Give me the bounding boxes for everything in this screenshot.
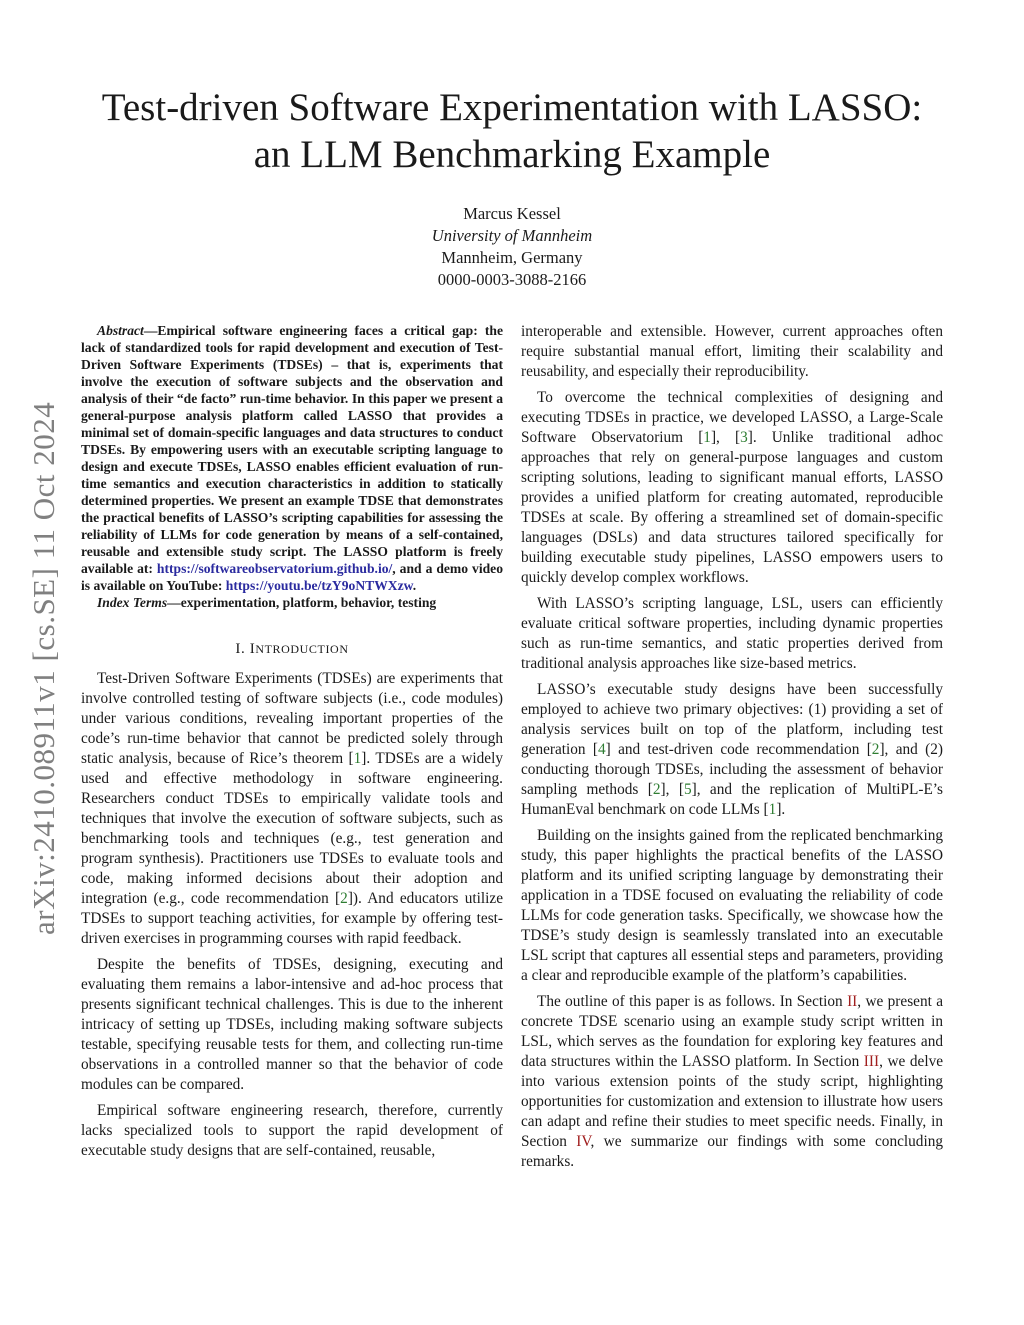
author-block [0, 203, 1024, 291]
citation-link[interactable]: 4 [598, 741, 606, 758]
abstract-text-mid: , and a demo video is available on YouTube: [81, 561, 503, 593]
section-ref-link[interactable]: IV [576, 1133, 591, 1150]
author-affiliation: University of Mannheim [431, 226, 593, 245]
section-heading-initial: I [249, 641, 256, 657]
section-ref-link[interactable]: II [847, 993, 858, 1010]
citation-link[interactable]: 1 [353, 750, 362, 767]
left-column [81, 322, 503, 1161]
citation-link[interactable]: 2 [871, 741, 880, 758]
paragraph-text: ], and the replication of MultiPL-E’s HumanEval benchmark on code LLMs [ [521, 781, 943, 818]
author-location: Mannheim, Germany [441, 248, 583, 267]
citation-link[interactable]: 1 [768, 801, 777, 818]
youtube-link[interactable]: https://youtu.be/tzY9oNTWXzw [225, 578, 413, 593]
paragraph-text: ]. [776, 801, 786, 818]
paragraph-text: ], [ [660, 781, 684, 798]
intro-paragraph-4 [521, 388, 943, 588]
platform-link[interactable]: https://softwareobservatorium.github.io/ [156, 561, 393, 576]
intro-paragraph-8 [521, 992, 943, 1172]
author-orcid: 0000-0003-3088-2166 [437, 270, 587, 289]
section-heading-introduction [81, 639, 503, 659]
paragraph-text: ], and (2) conducting thorough TDSEs, including the assessment of behavior sampling methods [ [521, 741, 943, 798]
intro-paragraph-1 [81, 669, 503, 949]
paragraph-text: To overcome the technical complexities of designing and executing TDSEs in practice, we developed LASSO, a Large-Scale Software Observatorium [ [521, 389, 943, 446]
paragraph-text: , we delve into various extension points of the study script, highlighting opportunities for customization and extension to illustrate how users can adapt and refine their studies to meet specific needs. Finally, in Section [521, 1053, 944, 1150]
index-terms-text: —experimentation, platform, behavior, testing [167, 595, 437, 610]
paragraph-text: ]). And educators utilize TDSEs to support teaching activities, for example by offering test-driven exercises in programming courses with rapid feedback. [81, 890, 503, 947]
index-terms-label: Index Terms [97, 595, 168, 610]
intro-paragraph-2: Despite the benefits of TDSEs, designing, executing and evaluating them remains a labor-intensive and ad-hoc process that presents significant technical challenges. This is due to the inherent intricacy of setting up TDSEs, including making software subjects testable, specifying reusable tests for them, and collecting run-time observations in a controlled manner so that the behavior of code modules can be compared. [81, 956, 503, 1093]
paragraph-text: The outline of this paper is as follows. In Section [537, 993, 848, 1010]
abstract-label: Abstract [97, 323, 144, 338]
section-numeral: I. [235, 641, 246, 657]
title-line-1: Test-driven Software Experimentation with LASSO: [101, 86, 923, 129]
arxiv-sidebar-stamp: arXiv:2410.08911v1 [cs.SE] 11 Oct 2024 [26, 401, 61, 935]
abstract [81, 322, 503, 594]
section-heading-rest: NTRODUCTION [255, 642, 349, 656]
intro-paragraph-3: Empirical software engineering research, therefore, currently lacks specialized tools to support the rapid development of executable study designs that are self-contained, reusable, [81, 1102, 503, 1159]
citation-link[interactable]: 3 [740, 429, 748, 446]
paragraph-text: Test-Driven Software Experiments (TDSEs) are experiments that involve controlled testing of software subjects (i.e., code modules) under various conditions, revealing important properties of the code’s run-time behavior that cannot be predicted solely through static analysis, because of Rice’s theorem [ [81, 670, 503, 767]
right-column [521, 322, 943, 1172]
paper-title [0, 84, 1024, 178]
intro-paragraph-7: Building on the insights gained from the replicated benchmarking study, this paper highlights the practical benefits of the LASSO platform and its unified scripting language by demonstrating their application in a TDSE focused on evaluating the reliability of code LLMs for code generation tasks. Specifically, we showcase how the TDSE’s study design is seamlessly translated into an executable LSL script that captures all essential steps and parameters, providing a clear and reproducible example of the platform’s capabilities. [521, 827, 943, 984]
abstract-text: —Empirical software engineering faces a critical gap: the lack of standardized tools for rapid development and execution of Test-Driven Software Experiments (TDSEs) – that is, experiments that involve the execution of software subjects and the observation and analysis of their “de facto” run-time behavior. In this paper we present a general-purpose analysis platform called LASSO that provides a minimal set of domain-specific languages and data structures to conduct TDSEs. By empowering users with an executable scripting language to design and execute TDSEs, LASSO enables efficient evaluation of run-time semantics and execution characteristics in addition to statically determined properties. We present an example TDSE that demonstrates the practical benefits of LASSO’s scripting capabilities for assessing the reliability of LLMs for code generation by means of a self-contained, reusable and extensible study script. The LASSO platform is freely available at: [81, 323, 503, 576]
citation-link[interactable]: 5 [683, 781, 692, 798]
paragraph-text: , we present a concrete TDSE scenario using an example study script written in LSL, which serves as the foundation for exploring key features and data structures within the LASSO platform. In Section [521, 993, 943, 1070]
paragraph-text: ]. TDSEs are a widely used and effective methodology in software engineering. Researchers conduct TDSEs to empirically validate tools and techniques that involve the execution of software subjects, such as benchmarking tools and techniques (e.g., test generation and program synthesis). Practitioners use TDSEs to evaluate tools and code, making informed decisions about their adoption and integration (e.g., code recommendation [ [81, 750, 503, 907]
title-line-2: an LLM Benchmarking Example [253, 133, 771, 176]
paragraph-text: ], [ [710, 429, 741, 446]
intro-paragraph-6 [521, 680, 943, 820]
intro-paragraph-3-cont: interoperable and extensible. However, current approaches often require substantial manual effort, limiting their scalability and reusability, and especially their reproducibility. [521, 323, 943, 380]
paragraph-text: LASSO’s executable study designs have been successfully employed to achieve two primary objectives: (1) providing a set of analysis services built on top of the platform, including test generation [ [521, 681, 943, 758]
paragraph-text: ] and test-driven code recommendation [ [605, 741, 872, 758]
paragraph-text: , we summarize our findings with some concluding remarks. [521, 1133, 943, 1170]
citation-link[interactable]: 2 [340, 890, 348, 907]
index-terms [81, 594, 503, 611]
paragraph-text: ]. Unlike traditional adhoc approaches that rely on general-purpose languages and custom scripting solutions, leading to significant manual efforts, LASSO provides a unified platform for creating automated, reproducible TDSEs at scale. By offering a streamlined set of domain-specific languages (DSLs) and data structures tailored specifically for building executable study pipelines, LASSO empowers users to quickly develop complex workflows. [521, 429, 943, 586]
citation-link[interactable]: 1 [703, 429, 711, 446]
abstract-text-end: . [412, 578, 417, 593]
author-name: Marcus Kessel [463, 204, 561, 223]
section-ref-link[interactable]: III [863, 1053, 880, 1070]
intro-paragraph-5: With LASSO’s scripting language, LSL, users can efficiently evaluate critical software properties, including dynamic properties such as run-time semantics, and static properties derived from traditional analysis approaches like size-based metrics. [521, 595, 943, 672]
citation-link[interactable]: 2 [652, 781, 661, 798]
